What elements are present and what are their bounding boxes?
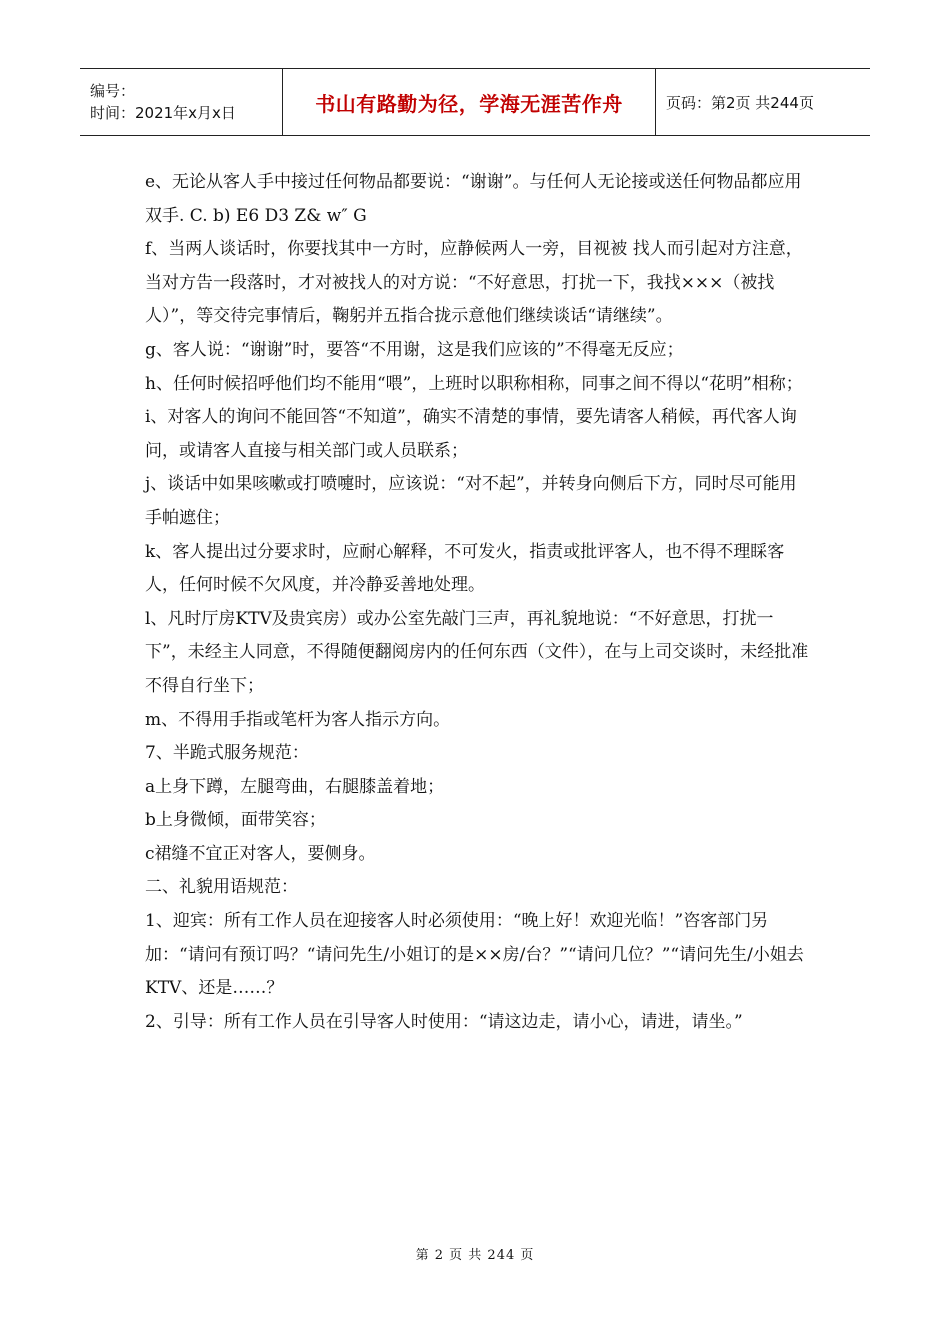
header-table <box>80 68 870 136</box>
header-page-cell <box>656 69 814 135</box>
paragraph: 1、迎宾：所有工作人员在迎接客人时必须使用：“晚上好！欢迎光临！”咨客部门另加：“请问有预订吗？“请问先生/小姐订的是××房/台？”“请问几位？”“请问先生/小姐去KTV、还是……？ <box>145 911 804 999</box>
paragraph: h、任何时候招呼他们均不能用“喂”，上班时以职称相称，同事之间不得以“花明”相称； <box>145 373 803 394</box>
paragraph: g、客人说：“谢谢”时，要答“不用谢，这是我们应该的”不得毫无反应； <box>145 339 684 360</box>
document-time-label: 时间：2021年x月x日 <box>90 104 236 122</box>
paragraph: i、对客人的询问不能回答“不知道”，确实不清楚的事情，要先请客人稍候，再代客人询问，或请客人直接与相关部门或人员联系； <box>145 407 797 461</box>
section-heading: 7、半跪式服务规范： <box>145 743 309 764</box>
document-body <box>145 166 810 1039</box>
page-footer: 第 2 页 共 244 页 <box>415 1248 535 1263</box>
paragraph: e、无论从客人手中接过任何物品都要说：“谢谢”。与任何人无论接或送任何物品都应用双手. C. b) E6 D3 Z& w″ G <box>145 172 802 226</box>
document-number-label: 编号： <box>90 82 136 100</box>
page-number-label: 页码：第2页 共244页 <box>666 93 814 112</box>
paragraph: f、当两人谈话时，你要找其中一方时，应静候两人一旁，目视被 找人而引起对方注意，当对方告一段落时，才对被找人的对方说：“不好意思，打扰一下，我找×××（被找人）”，等交待完事情后，鞠躬并五指合拢示意他们继续谈话“请继续”。 <box>145 239 803 327</box>
paragraph: l、凡时厅房KTV及贵宾房）或办公室先敲门三声，再礼貌地说：“不好意思，打扰一下”，未经主人同意，不得随便翻阅房内的任何东西（文件），在与上司交谈时，未经批准不得自行坐下； <box>145 608 809 696</box>
section-heading: 二、礼貌用语规范： <box>145 877 298 898</box>
header-left-cell <box>80 69 282 135</box>
paragraph: a上身下蹲，左腿弯曲，右腿膝盖着地； <box>145 776 445 797</box>
paragraph: k、客人提出过分要求时，应耐心解释，不可发火，指责或批评客人，也不得不理睬客人，任何时候不欠风度，并冷静妥善地处理。 <box>145 541 785 596</box>
paragraph: m、不得用手指或笔杆为客人指示方向。 <box>145 709 451 730</box>
paragraph: c裙缝不宜正对客人，要侧身。 <box>145 843 376 864</box>
paragraph: j、谈话中如果咳嗽或打喷嚏时，应该说：“对不起”，并转身向侧后下方，同时尽可能用手帕遮住； <box>145 474 797 528</box>
header-motto-cell <box>282 69 656 135</box>
motto-text: 书山有路勤为径，学海无涯苦作舟 <box>315 91 623 116</box>
paragraph: b上身微倾，面带笑容； <box>145 810 326 831</box>
paragraph: 2、引导：所有工作人员在引导客人时使用：“请这边走，请小心，请进，请坐。” <box>145 1011 743 1032</box>
